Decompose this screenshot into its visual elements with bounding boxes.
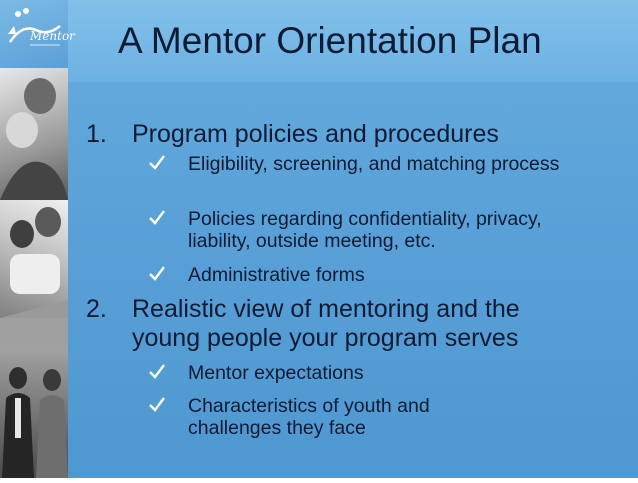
- photo-men-icon: [0, 318, 68, 478]
- bullet-item: [148, 395, 508, 439]
- mentor-logo-icon: [0, 0, 75, 68]
- bullet-text: Policies regarding confidentiality, privacy, liability, outside meeting, etc.: [188, 208, 542, 252]
- bullet-item: [148, 153, 568, 175]
- bullet-text: Characteristics of youth and challenges they face: [188, 395, 430, 439]
- bullet-text: Eligibility, screening, and matching process: [188, 153, 560, 175]
- bullet-item: [148, 208, 608, 252]
- item-number: 1.: [86, 120, 107, 148]
- checkmark-icon: [148, 208, 166, 226]
- checkmark-icon: [148, 395, 166, 413]
- bullet-text: Administrative forms: [188, 264, 365, 286]
- logo-text: Mentor: [30, 29, 75, 43]
- family-photo: [0, 68, 68, 200]
- bullet-text: Mentor expectations: [188, 362, 364, 384]
- numbered-item-2: [86, 295, 586, 353]
- checkmark-icon: [148, 264, 166, 282]
- checkmark-icon: [148, 362, 166, 380]
- bullet-item: [148, 362, 568, 384]
- checkmark-icon: [148, 153, 166, 171]
- item-text: Program policies and procedures: [132, 120, 499, 148]
- item-number: 2.: [86, 295, 107, 323]
- bullet-item: [148, 264, 568, 286]
- girls-photo: [0, 200, 68, 318]
- photo-sidebar: [0, 0, 75, 478]
- mentor-logo: [0, 0, 75, 68]
- item-text: Realistic view of mentoring and the young people your program serves: [132, 295, 520, 352]
- numbered-item-1: [86, 120, 499, 149]
- photo-people-icon: [0, 68, 68, 200]
- men-photo: [0, 318, 68, 478]
- slide-title: A Mentor Orientation Plan: [118, 20, 542, 61]
- photo-girls-icon: [0, 200, 68, 318]
